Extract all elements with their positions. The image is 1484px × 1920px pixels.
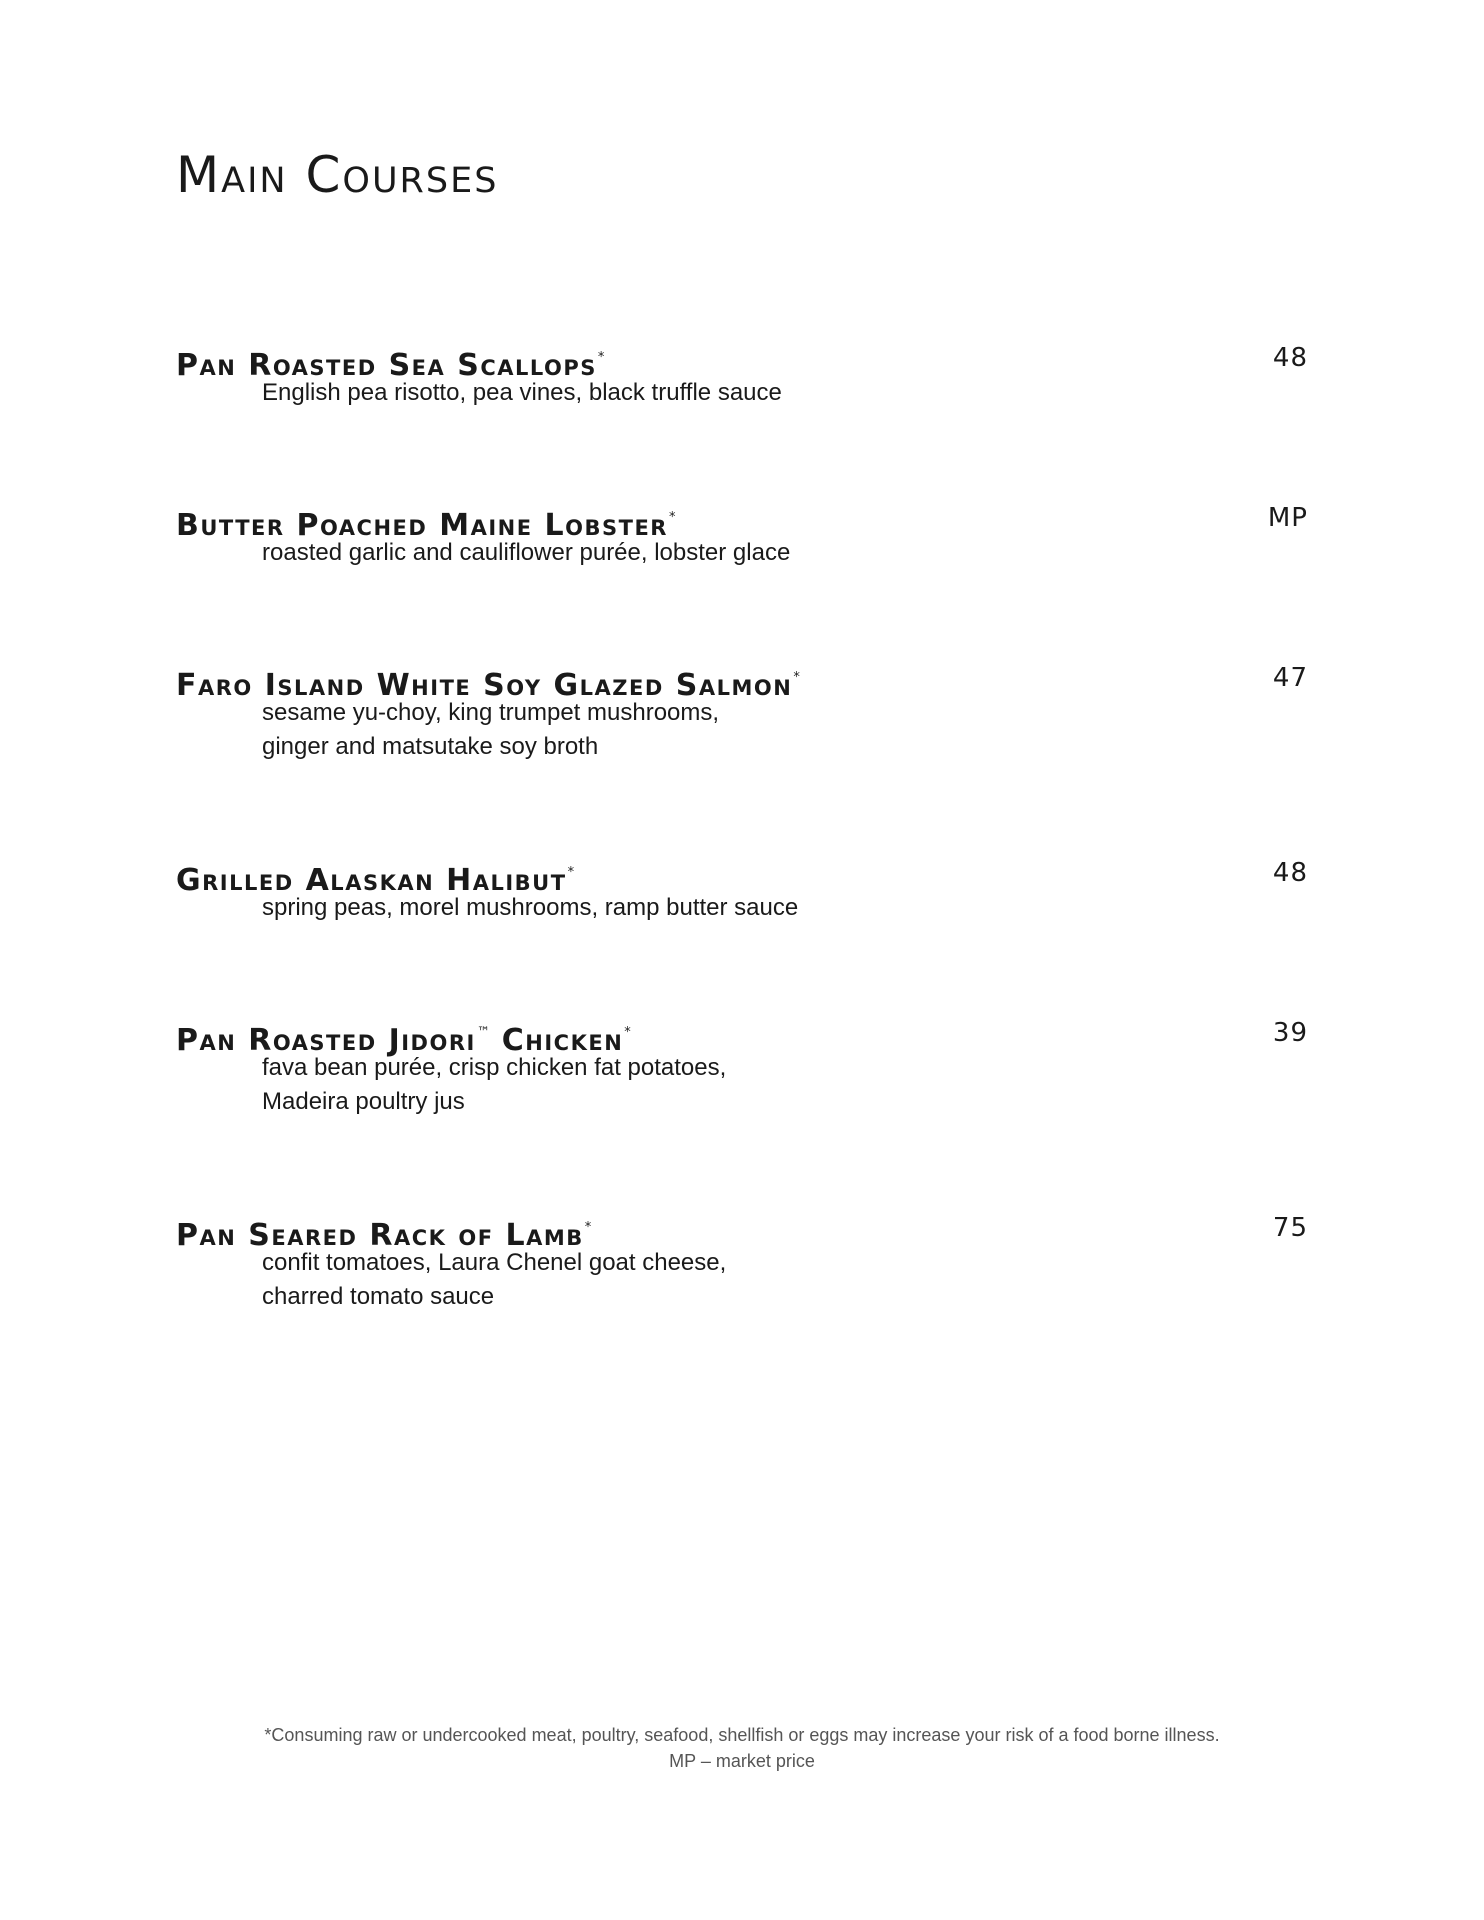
asterisk-mark: * [793, 670, 800, 685]
menu-item-name [176, 348, 604, 383]
menu-item-name [176, 1218, 591, 1253]
menu-item [176, 500, 1308, 570]
description-line: roasted garlic and cauliflower purée, lobster glace [262, 539, 791, 566]
menu-item-name-text: Pan Seared Rack of Lamb [176, 1218, 584, 1253]
menu-item-description [262, 1051, 1308, 1119]
description-line: spring peas, morel mushrooms, ramp butter sauce [262, 894, 799, 921]
description-line: fava bean purée, crisp chicken fat potatoes, [262, 1054, 727, 1081]
menu-item-name-text: Butter Poached Maine Lobster [176, 508, 668, 543]
menu-item-name [176, 508, 675, 543]
menu-item-name-text: Faro Island White Soy Glazed Salmon [176, 668, 793, 703]
menu-item-price: 47 [1272, 663, 1308, 693]
menu-item-header [176, 340, 1308, 383]
menu-item-price: 39 [1272, 1018, 1308, 1048]
page-title: Main Courses [176, 146, 499, 204]
menu-item-name [176, 1023, 631, 1058]
menu-item-price: 48 [1272, 858, 1308, 888]
description-line: Madeira poultry jus [262, 1088, 465, 1115]
description-line: charred tomato sauce [262, 1283, 495, 1310]
description-line: sesame yu-choy, king trumpet mushrooms, [262, 699, 720, 726]
asterisk-mark: * [567, 865, 575, 880]
menu-item-header [176, 855, 1308, 898]
menu-item-price: MP [1267, 503, 1308, 533]
allergy-disclaimer: *Consuming raw or undercooked meat, poultry, seafood, shellfish or eggs may increase your risk of a food borne illness. [264, 1725, 1220, 1745]
menu-item [176, 1015, 1308, 1119]
menu-item-price: 48 [1272, 343, 1308, 373]
menu-item-header [176, 1210, 1308, 1253]
menu-item [176, 1210, 1308, 1314]
menu-item-name [176, 863, 574, 898]
menu-item-name-text: Pan Roasted Jidori [176, 1023, 476, 1058]
menu-item-name-text: Pan Roasted Sea Scallops [176, 348, 597, 383]
description-line: ginger and matsutake soy broth [262, 733, 599, 760]
menu-item-header [176, 1015, 1308, 1058]
description-line: English pea risotto, pea vines, black truffle sauce [262, 379, 782, 406]
menu-item-header [176, 500, 1308, 543]
menu-item-description [262, 696, 1308, 764]
asterisk-mark: * [624, 1025, 631, 1040]
asterisk-mark: * [584, 1220, 592, 1235]
menu-item-name-text: Grilled Alaskan Halibut [176, 863, 567, 898]
menu-item-header [176, 660, 1308, 703]
asterisk-mark: * [668, 510, 676, 525]
menu-item [176, 340, 1308, 410]
trademark-mark: ™ [476, 1025, 490, 1040]
menu-item-price: 75 [1272, 1213, 1308, 1243]
description-line: confit tomatoes, Laura Chenel goat cheese, [262, 1249, 727, 1276]
menu-item-name-suffix: Chicken [501, 1023, 624, 1058]
footer-notes [0, 1722, 1484, 1774]
menu-item-description [262, 1246, 1308, 1314]
market-price-note: MP – market price [669, 1751, 815, 1771]
menu-item [176, 855, 1308, 925]
menu-item [176, 660, 1308, 764]
asterisk-mark: * [597, 350, 605, 365]
menu-item-name [176, 668, 800, 703]
